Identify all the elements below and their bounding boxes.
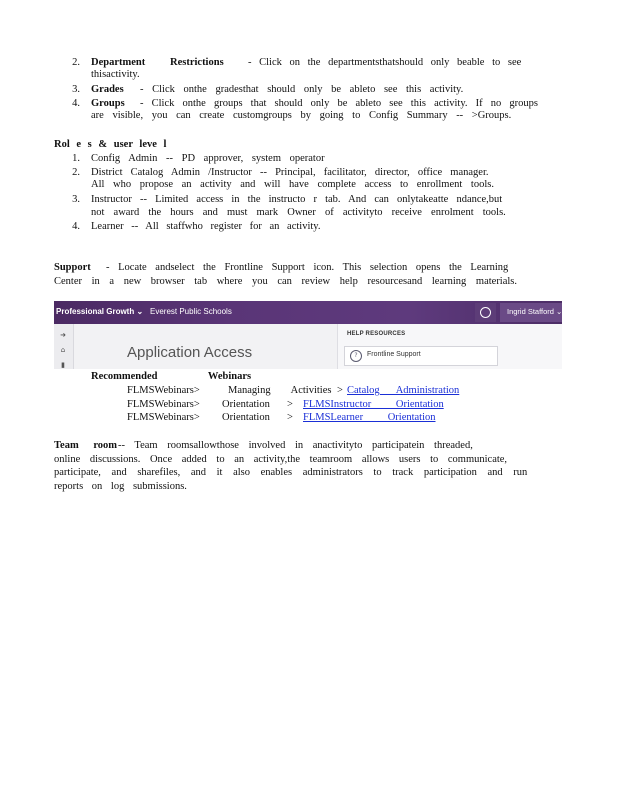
arrow-right-icon[interactable]: ➜ xyxy=(60,331,66,339)
list-item-continued: are visible, you can create customgroups by going to Config Summary -- >Groups. xyxy=(91,110,512,121)
frontline-support-link[interactable]: ? Frontline Support xyxy=(344,346,498,366)
list-item-continued: thisactivity. xyxy=(91,69,140,80)
team-room-continued: participate, and sharefiles, and it also enables administrators to track participation and run xyxy=(54,467,528,478)
clock-icon[interactable] xyxy=(475,303,496,322)
team-room-continued: online discussions. Once added to an activity,the teamroom allows users to communicate, xyxy=(54,454,508,465)
help-header: HELP RESOURCES xyxy=(347,331,406,337)
page-title: Application Access xyxy=(127,344,253,361)
support-paragraph-continued: Center in a new browser tab where you can review help resourcesand learning materials. xyxy=(54,276,518,287)
webinar-link[interactable]: FLMSInstructor Orientation xyxy=(303,399,444,410)
webinars-heading: Recommended Webinars xyxy=(91,371,252,382)
roles-heading: Rol e s & user leve l xyxy=(54,139,167,150)
help-resources-panel xyxy=(337,324,562,369)
chart-icon[interactable]: ▮ xyxy=(61,361,65,369)
app-name[interactable]: Professional Growth ⌄ xyxy=(56,307,144,316)
user-name: Ingrid Stafford ⌄ xyxy=(507,307,562,316)
app-header-bar xyxy=(54,301,562,324)
support-icon: ? xyxy=(350,350,362,362)
list-item-continued: All who propose an activity and will have complete access to enrollment tools. xyxy=(91,179,494,190)
webinar-link[interactable]: FLMSLearner Orientation xyxy=(303,412,436,423)
side-nav xyxy=(54,324,74,369)
user-menu[interactable] xyxy=(500,303,562,322)
embedded-screenshot xyxy=(54,301,562,369)
team-room-continued: reports on log submissions. xyxy=(54,481,187,492)
webinar-link[interactable]: Catalog Administration xyxy=(347,385,460,396)
home-icon[interactable]: ⌂ xyxy=(60,346,66,354)
list-item-continued: not award the hours and must mark Owner of activityto receive enrolment tools. xyxy=(91,207,506,218)
district-name: Everest Public Schools xyxy=(150,307,232,316)
